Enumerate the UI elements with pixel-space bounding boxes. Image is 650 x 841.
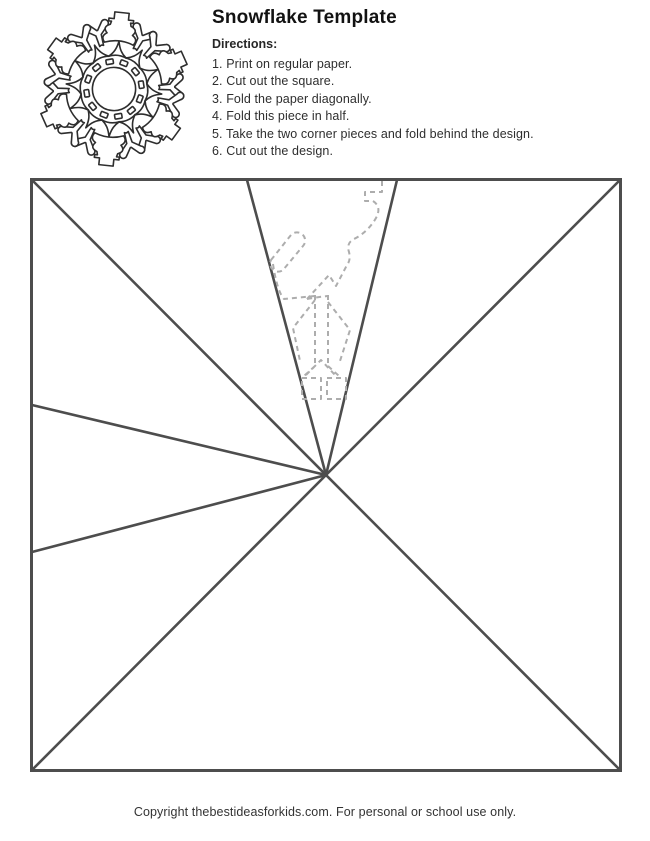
direction-step: 3. Fold the paper diagonally. [212,91,372,106]
dashed-cut-design [270,181,382,399]
direction-step: 2. Cut out the square. [212,74,335,89]
design-snowman-profile [307,181,382,299]
snowflake-group [32,5,197,173]
square-fold-template-diagram [30,178,622,772]
fold-lines [32,180,620,770]
snowflake-center-ring [90,65,137,112]
direction-step: 4. Fold this piece in half. [212,109,350,124]
direction-step: 6. Cut out the design. [212,144,334,159]
header-block [212,7,632,160]
design-branch-wing-left [293,300,315,361]
design-base-chevrons [304,360,339,376]
directions-label: Directions: [212,37,278,51]
fold-line-left-upper [32,405,326,475]
snowman-snowflake-icon [30,5,198,173]
design-twig-stem [273,264,315,299]
directions-list [212,56,632,160]
fold-line-wedge-left [247,180,326,475]
design-twig-capsule [270,232,305,271]
page-title: Snowflake Template [212,7,397,28]
copyright-text: Copyright thebestideasforkids.com. For personal or school use only. [133,805,517,819]
direction-step: 5. Take the two corner pieces and fold behind the design. [212,126,534,141]
design-branch-column [315,295,328,366]
fold-line-wedge-right [326,180,397,475]
design-branch-wing-right [328,302,350,361]
design-base-square-right [327,378,346,399]
fold-line-left-lower [32,475,326,552]
direction-step: 1. Print on regular paper. [212,57,353,71]
